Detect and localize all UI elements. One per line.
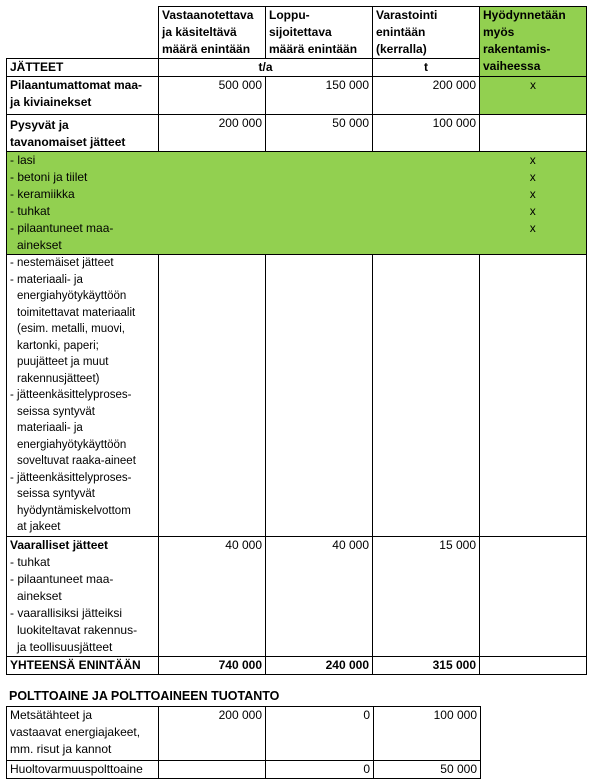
header-text: määrä enintään	[269, 42, 358, 56]
row-label	[7, 707, 159, 761]
green-marks	[480, 152, 587, 255]
list-item: rakennusjätteet)	[17, 372, 100, 385]
empty-cell	[480, 255, 587, 537]
value-storage: 15 000	[373, 537, 480, 657]
list-item: energiahyötykäyttöön	[17, 290, 127, 302]
value-disposal: 0	[266, 761, 374, 779]
waste-table	[6, 6, 587, 675]
list-item: - jätteenkäsittelyproses-	[10, 471, 132, 484]
row-label-text: tavanomaiset jätteet	[10, 135, 126, 149]
total-received: 740 000	[159, 657, 266, 675]
table-row	[7, 77, 587, 115]
list-item: - pilaantuneet maa-	[10, 221, 114, 235]
row-label-text: vastaavat energiajakeet,	[10, 725, 141, 739]
header-text: Vastaanotettava	[162, 8, 254, 22]
list-item: - materiaali- ja	[10, 273, 83, 286]
value-disposal: 40 000	[266, 537, 373, 657]
list-item: - lasi	[10, 153, 36, 167]
total-storage: 315 000	[373, 657, 480, 675]
table-row	[7, 761, 481, 779]
list-item: seissa syntyvät	[17, 405, 95, 418]
row-label: Huoltovarmuuspolttoaine	[7, 761, 159, 779]
list-item: - betoni ja tiilet	[10, 170, 88, 184]
empty-cell	[480, 537, 587, 657]
value-disposal: 150 000	[266, 77, 373, 115]
green-empty-cell	[159, 152, 266, 255]
header-row	[7, 7, 587, 59]
construction-mark: x	[480, 77, 587, 115]
list-item: seissa syntyvät	[17, 488, 95, 500]
row-label-text: Vaaralliset jätteet	[10, 538, 109, 552]
list-item: ainekset	[17, 589, 62, 603]
list-item: ainekset	[17, 238, 62, 252]
list-item: - pilaantuneet maa-	[10, 572, 114, 586]
row-label-text: ja kiviainekset	[10, 95, 92, 109]
header-col-final-disposal	[266, 7, 373, 59]
empty-cell	[159, 255, 266, 537]
list-item: - vaarallisiksi jätteiksi	[10, 606, 123, 620]
unit-per-year: t/a	[159, 59, 373, 77]
row-label-text: Pilaantumattomat maa-	[10, 78, 143, 92]
row-label	[7, 115, 159, 152]
header-text: enintään	[376, 25, 426, 39]
value-received: 40 000	[159, 537, 266, 657]
header-col-construction-phase	[480, 7, 587, 77]
header-text: ja käsiteltävä	[162, 25, 237, 39]
value-received: 200 000	[159, 707, 266, 761]
row-label-text: Pysyvät ja	[10, 118, 69, 132]
header-col-storage	[373, 7, 480, 59]
green-empty-cell	[266, 152, 373, 255]
total-disposal: 240 000	[266, 657, 373, 675]
header-text: vaiheessa	[483, 59, 541, 73]
table-row	[7, 537, 587, 657]
list-item: - keramiikka	[10, 187, 75, 201]
other-items-labels	[7, 255, 159, 537]
total-label: YHTEENSÄ ENINTÄÄN	[7, 657, 159, 675]
row-label	[7, 537, 159, 657]
construction-mark	[480, 115, 587, 152]
list-item: - jätteenkäsittelyproses-	[10, 389, 132, 401]
list-item: - tuhkat	[10, 555, 51, 569]
total-row	[7, 657, 587, 675]
unit-tonnes: t	[373, 59, 480, 77]
fuel-table	[6, 706, 481, 779]
row-label-text: Metsätähteet ja	[10, 708, 93, 722]
header-text: Varastointi	[376, 8, 438, 22]
list-item: hyödyntämiskelvottom	[17, 504, 131, 517]
value-received: 500 000	[159, 77, 266, 115]
header-col-received	[159, 7, 266, 59]
construction-mark: x	[529, 187, 536, 201]
value-disposal: 0	[266, 707, 374, 761]
value-disposal: 50 000	[266, 115, 373, 152]
value-storage: 100 000	[373, 115, 480, 152]
header-text: sijoitettava	[269, 25, 332, 39]
value-storage: 200 000	[373, 77, 480, 115]
green-empty-cell	[373, 152, 480, 255]
list-item: puujätteet ja muut	[17, 356, 109, 368]
list-item: energiahyötykäyttöön	[17, 438, 127, 451]
value-received: 200 000	[159, 115, 266, 152]
header-text: Loppu-	[269, 8, 310, 22]
value-storage: 50 000	[374, 761, 481, 779]
list-item: soveltuvat raaka-aineet	[17, 455, 136, 467]
empty-cell	[373, 255, 480, 537]
fuel-section-title: POLTTOAINE JA POLTTOAINEEN TUOTANTO	[9, 689, 280, 703]
list-item: at jakeet	[17, 521, 61, 533]
value-received	[159, 761, 266, 779]
header-text: (kerralla)	[376, 42, 427, 56]
green-items-row	[7, 152, 587, 255]
value-storage: 100 000	[374, 707, 481, 761]
list-item: ja teollisuusjätteet	[17, 640, 113, 654]
construction-mark: x	[529, 153, 536, 167]
table-row	[7, 115, 587, 152]
empty-cell	[266, 255, 373, 537]
header-empty-cell	[7, 7, 159, 59]
list-item: - nestemäiset jätteet	[10, 257, 114, 269]
empty-cell	[480, 657, 587, 675]
construction-mark: x	[529, 221, 536, 235]
header-text: rakentamis-	[483, 42, 551, 56]
row-label	[7, 77, 159, 115]
list-item: toimitettavat materiaalit	[17, 306, 136, 319]
list-item: kartonki, paperi;	[17, 339, 99, 352]
table-row	[7, 707, 481, 761]
header-text: myös	[483, 25, 515, 39]
construction-mark: x	[529, 170, 536, 184]
list-item: materiaali- ja	[17, 422, 83, 434]
list-item: - tuhkat	[10, 204, 51, 218]
row-label-text: mm. risut ja kannot	[10, 742, 112, 756]
list-item: luokiteltavat rakennus-	[17, 623, 138, 637]
other-items-row	[7, 255, 587, 537]
construction-mark: x	[529, 204, 536, 218]
jatteet-label: JÄTTEET	[7, 59, 159, 77]
header-text: Hyödynnetään	[483, 8, 566, 22]
green-items-labels	[7, 152, 159, 255]
header-text: määrä enintään	[162, 42, 251, 56]
list-item: (esim. metalli, muovi,	[17, 323, 125, 335]
